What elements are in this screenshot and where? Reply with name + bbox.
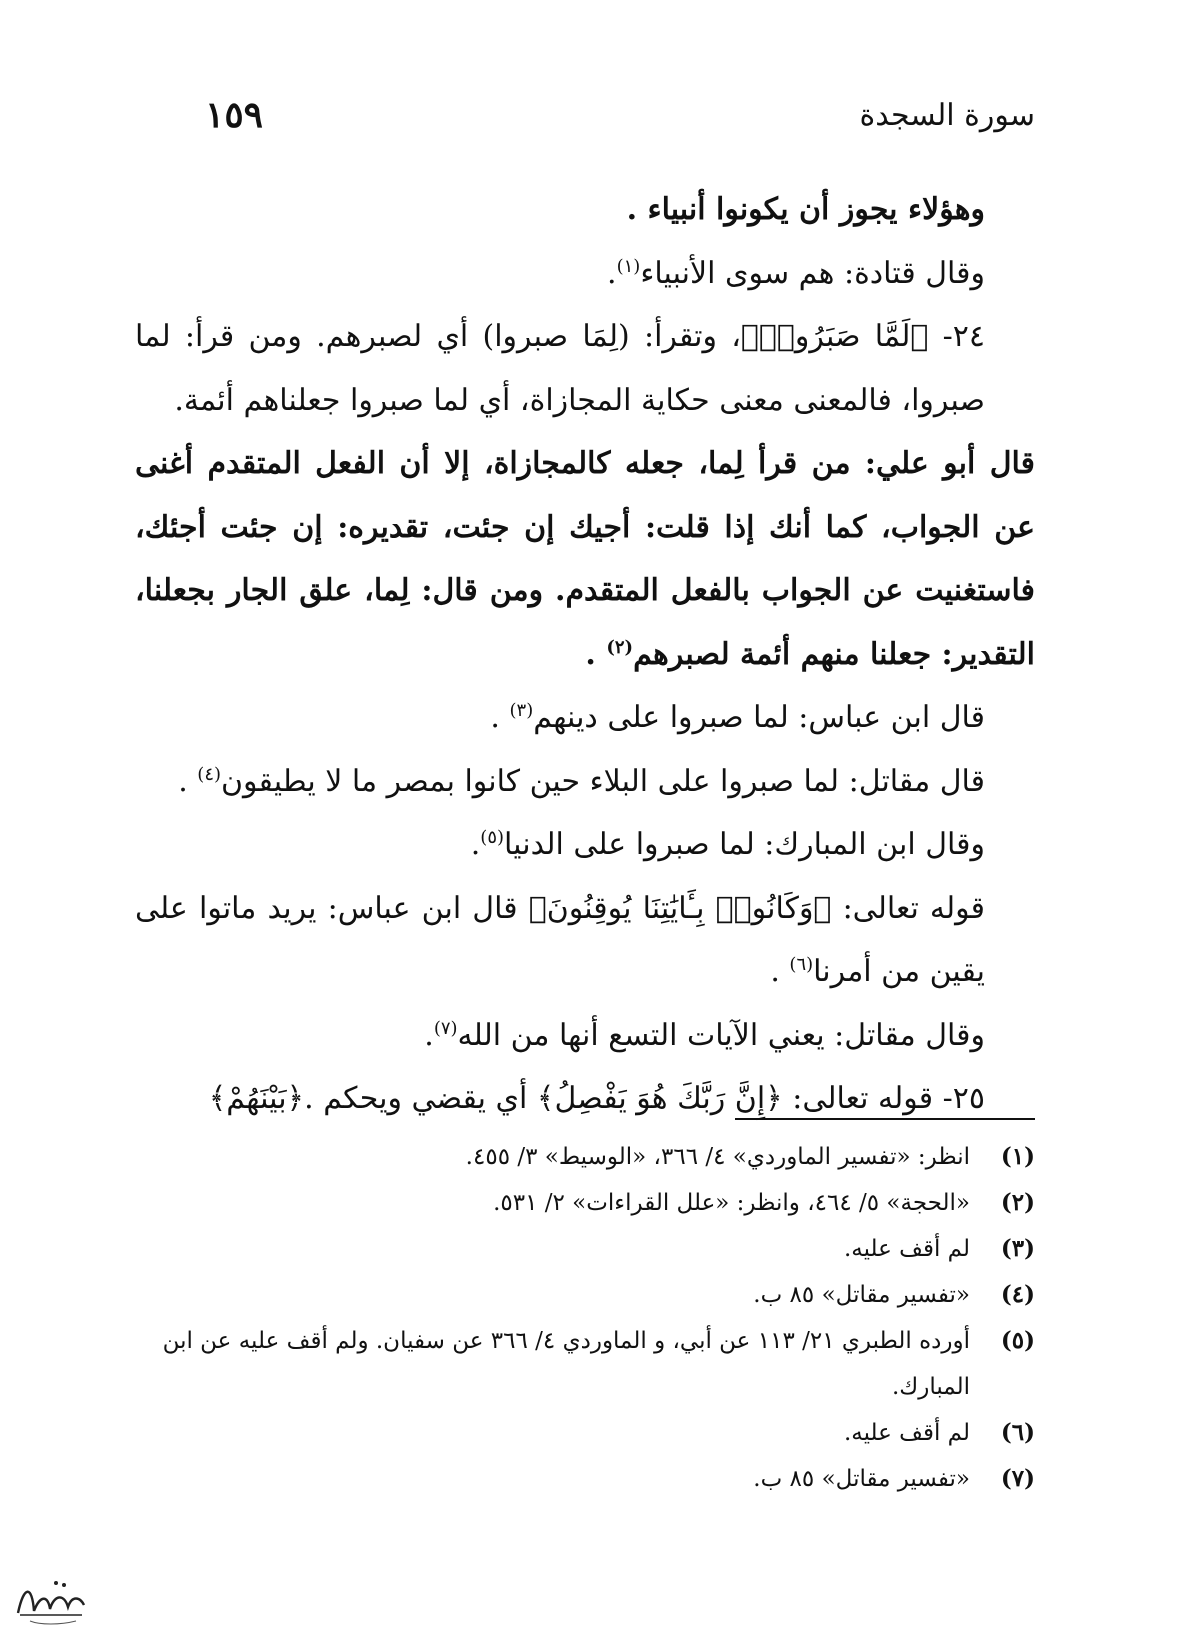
footnote-ref[interactable]: (٣) xyxy=(509,700,534,721)
footnote-number: (٦) xyxy=(1000,1419,1035,1446)
footnote xyxy=(135,1134,1035,1180)
footnote-ref[interactable]: (٧) xyxy=(433,1017,458,1039)
footnote-text: «تفسير مقاتل» ٨٥ ب. xyxy=(753,1466,970,1492)
paragraph: وقال ابن المبارك: لما صبروا على الدنيا$^{(٥)}$. xyxy=(470,827,985,862)
paragraph: وقال قتادة: هم سوى الأنبياء$^{(١)}$. xyxy=(607,255,985,291)
library-logo xyxy=(10,1565,90,1635)
footnote-ref[interactable]: (٥) xyxy=(480,827,505,848)
footnote-ref[interactable]: (٢) xyxy=(606,636,634,658)
paragraph: وهؤلاء يجوز أن يكونوا أنبياء . xyxy=(626,192,985,227)
footnote-number: (٣) xyxy=(1000,1235,1035,1262)
paragraph: قال أبو علي: من قرأ لِما، جعله كالمجازاة، إلا أن الفعل المتقدم أغنى عن الجواب، كما أنك إذا قلت: أجيك إن جئت، تقديره: إن جئت أجئك، فاستغنيت عن الجواب بالفعل المتقدم. ومن قال: لِما، علق الجار بجعلنا، التقدير: جعلنا منهم أئمة لصبرهم$^{(٢)}$ . xyxy=(135,446,1035,672)
footnote-number: (٥) xyxy=(1000,1327,1035,1354)
footnote-ref[interactable]: (٤) xyxy=(197,763,222,785)
footnote-number: (٢) xyxy=(1000,1189,1035,1216)
paragraph: قال مقاتل: لما صبروا على البلاء حين كانوا بمصر ما لا يطيقون$^{(٤)}$ . xyxy=(178,763,985,799)
footnote-text: لم أقف عليه. xyxy=(843,1420,970,1446)
running-title: سورة السجدة xyxy=(859,98,1035,133)
paragraph: ٢٤- ﴿لَمَّا صَبَرُوا۟﴾، وتقرأ: (لِمَا صبروا) أي لصبرهم. ومن قرأ: لما صبروا، فالمعنى معنى حكاية المجازاة، أي لما صبروا جعلناهم أئمة. xyxy=(135,319,985,418)
footnote-text: انظر: «تفسير الماوردي» ٤/ ٣٦٦، «الوسيط» ٣/ ٤٥٥. xyxy=(465,1144,970,1170)
footnote xyxy=(135,1456,1035,1502)
footnote xyxy=(135,1226,1035,1272)
paragraph: وقال مقاتل: يعني الآيات التسع أنها من الله$^{(٧)}$. xyxy=(424,1017,985,1053)
footnote xyxy=(135,1318,1035,1410)
footnote-text: أورده الطبري ٢١/ ١١٣ عن أبي، و الماوردي ٤/ ٣٦٦ عن سفيان. ولم أقف عليه عن ابن المبارك. xyxy=(162,1328,970,1400)
footnote-ref[interactable]: (١) xyxy=(616,255,641,277)
footnote-text: «تفسير مقاتل» ٨٥ ب. xyxy=(753,1282,970,1308)
main-text xyxy=(135,178,1035,1131)
page-number: ١٥٩ xyxy=(205,94,264,136)
paragraph: قال ابن عباس: لما صبروا على دينهم$^{(٣)}$ . xyxy=(490,700,985,735)
footnote-ref[interactable]: (٦) xyxy=(789,954,814,975)
paragraph: ٢٥- قوله تعالى: ﴿إِنَّ رَبَّكَ هُوَ يَفْصِلُ﴾ أي يقضي ويحكم .﴿بَيْنَهُمْ﴾ xyxy=(208,1081,985,1116)
footnotes xyxy=(135,1134,1035,1502)
footnote xyxy=(135,1180,1035,1226)
footnote-number: (١) xyxy=(1000,1143,1035,1170)
footnote-text: «الحجة» ٥/ ٤٦٤، وانظر: «علل القراءات» ٢/ ٥٣١. xyxy=(493,1190,970,1216)
footnote xyxy=(135,1272,1035,1318)
footnote-text: لم أقف عليه. xyxy=(843,1236,970,1262)
footnote-number: (٤) xyxy=(1000,1281,1035,1308)
footnote-divider xyxy=(735,1118,1035,1120)
page-header xyxy=(205,88,1035,148)
paragraph: قوله تعالى: ﴿وَكَانُوا۟ بِـَٔايَٰتِنَا يُوقِنُونَ﴾ قال ابن عباس: يريد ماتوا على يقين من أمرنا$^{(٦)}$ . xyxy=(135,890,985,989)
footnote xyxy=(135,1410,1035,1456)
footnote-number: (٧) xyxy=(1000,1465,1035,1492)
